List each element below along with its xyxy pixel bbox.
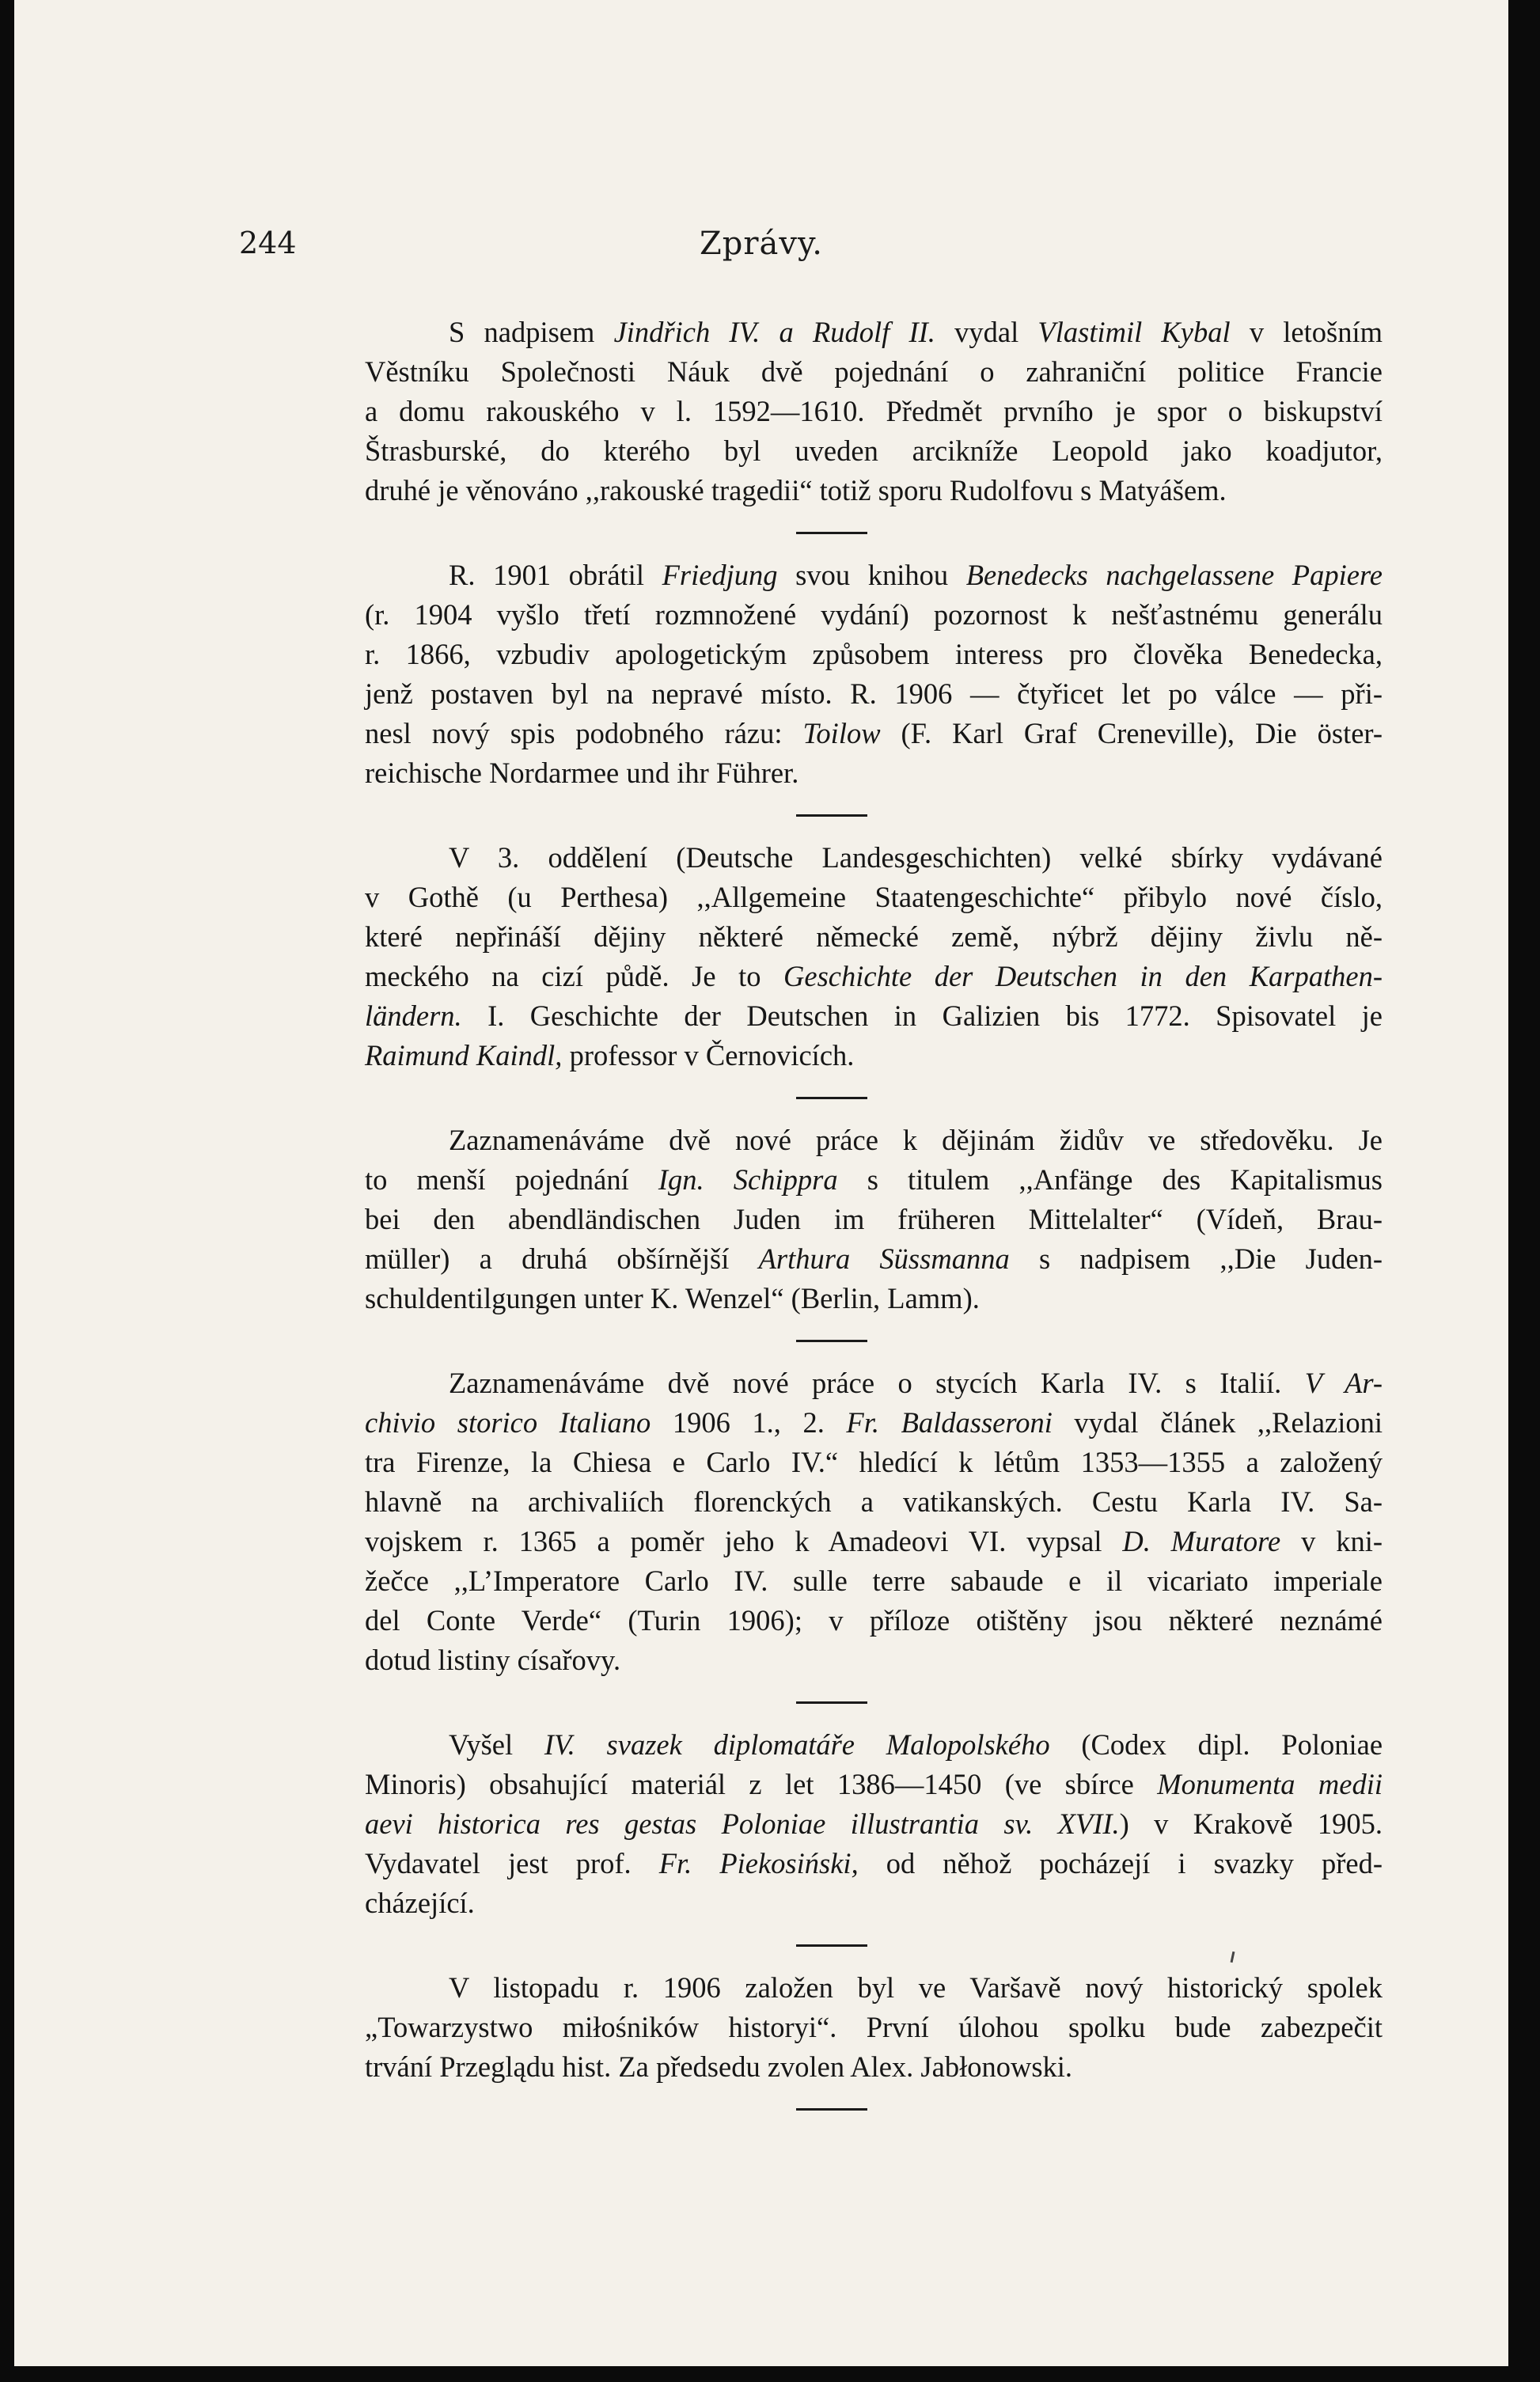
text-run: od něhož pocházejí i svazky před- xyxy=(858,1847,1383,1879)
text-line xyxy=(281,1883,1383,1923)
italic-text: IV. svazek diplomatáře Malopolského xyxy=(544,1728,1050,1761)
text-run: r. 1866, vzbudiv apologetickým způsobem interess pro člověka Benedecka, xyxy=(365,638,1383,670)
text-line xyxy=(281,1804,1383,1844)
text-run: „Towarzystwo miłośników historyi“. První úlohou spolku bude zabezpečit xyxy=(365,2011,1383,2043)
italic-text: Benedecks nachgelassene Papiere xyxy=(965,559,1383,591)
text-line xyxy=(281,1640,1383,1680)
text-line xyxy=(281,635,1383,674)
italic-text: Arthura Süssmanna xyxy=(758,1242,1010,1275)
paragraph xyxy=(281,313,1383,510)
page xyxy=(14,0,1508,2366)
section-separator xyxy=(796,1701,867,1704)
text-line xyxy=(281,1968,1383,2008)
text-run: schuldentilgungen unter K. Wenzel“ (Berlin, Lamm). xyxy=(365,1282,980,1314)
text-line xyxy=(281,1522,1383,1561)
text-run: Zaznamenáváme dvě nové práce o stycích Karla IV. s Italií. xyxy=(449,1367,1305,1399)
text-run: (Codex dipl. Poloniae xyxy=(1049,1728,1383,1761)
text-run: v letošním xyxy=(1230,316,1383,348)
paragraph xyxy=(281,1364,1383,1680)
text-run: v Gothě (u Perthesa) ,,Allgemeine Staatengeschichte“ přibylo nové číslo, xyxy=(365,881,1383,913)
text-run: 1906 1., 2. xyxy=(651,1406,847,1439)
text-run: svou knihou xyxy=(777,559,966,591)
paragraph xyxy=(281,556,1383,793)
text-line xyxy=(281,1443,1383,1482)
section-separator xyxy=(796,2108,867,2111)
text-run: druhé je věnováno ,,rakouské tragedii“ totiž sporu Rudolfovu s Matyášem. xyxy=(365,474,1227,506)
text-line xyxy=(281,471,1383,510)
section-separator xyxy=(796,1944,867,1947)
text-line xyxy=(281,957,1383,996)
text-line xyxy=(281,838,1383,878)
section-separator xyxy=(796,1340,867,1342)
text-run: s titulem ,,Anfänge des Kapitalismus xyxy=(837,1163,1383,1196)
section-separator xyxy=(796,814,867,817)
italic-text: Fr. Piekosiński, xyxy=(658,1847,859,1879)
text-line xyxy=(281,1364,1383,1403)
paragraph xyxy=(281,1725,1383,1923)
italic-text: Jindřich IV. a Rudolf II. xyxy=(613,316,935,348)
italic-text: ländern. xyxy=(365,999,462,1032)
text-line xyxy=(281,878,1383,917)
text-run: trvání Przeglądu hist. Za předsedu zvolen Alex. Jabłonowski. xyxy=(365,2050,1073,2083)
text-line xyxy=(281,1482,1383,1522)
text-line xyxy=(281,1160,1383,1200)
text-line xyxy=(281,714,1383,753)
section-separator xyxy=(796,1097,867,1099)
text-run: žečce ,,L’Imperatore Carlo IV. sulle terre sabaude e il vicariato imperiale xyxy=(365,1565,1383,1597)
section-separator xyxy=(796,532,867,534)
text-run: Zaznamenáváme dvě nové práce k dějinám židův ve středověku. Je xyxy=(449,1124,1383,1156)
italic-text: Friedjung xyxy=(662,559,778,591)
italic-text: Raimund Kaindl, xyxy=(365,1039,563,1072)
page-number: 244 xyxy=(239,226,297,260)
text-body xyxy=(281,313,1383,2132)
text-run: které nepřináší dějiny některé německé země, nýbrž dějiny živlu ně- xyxy=(365,920,1383,953)
text-run: reichische Nordarmee und ihr Führer. xyxy=(365,757,799,789)
text-line xyxy=(281,1765,1383,1804)
text-line xyxy=(281,2008,1383,2047)
text-run: jenž postaven byl na nepravé místo. R. 1906 — čtyřicet let po válce — při- xyxy=(365,677,1383,710)
text-run: V 3. oddělení (Deutsche Landesgeschichten) velké sbírky vydávané xyxy=(449,841,1383,874)
text-run: S nadpisem xyxy=(449,316,614,348)
italic-text: Ign. Schippra xyxy=(658,1163,838,1196)
running-title: Zprávy. xyxy=(700,226,823,262)
text-run: müller) a druhá obšírnější xyxy=(365,1242,759,1275)
text-run: Minoris) obsahující materiál z let 1386—1450 (ve sbírce xyxy=(365,1768,1158,1800)
text-line xyxy=(281,2047,1383,2087)
text-line xyxy=(281,1601,1383,1640)
text-line xyxy=(281,556,1383,595)
italic-text: D. Muratore xyxy=(1122,1525,1281,1557)
text-line xyxy=(281,1239,1383,1279)
text-run: v kni- xyxy=(1280,1525,1383,1557)
text-run: I. Geschichte der Deutschen in Galizien bis 1772. Spisovatel je xyxy=(461,999,1383,1032)
italic-text: Toilow xyxy=(802,717,881,749)
text-line xyxy=(281,352,1383,392)
text-run: vydal xyxy=(935,316,1038,348)
text-line xyxy=(281,1844,1383,1883)
text-line xyxy=(281,1121,1383,1160)
text-line xyxy=(281,917,1383,957)
text-line xyxy=(281,595,1383,635)
italic-text: Geschichte der Deutschen in den Karpathen- xyxy=(783,960,1383,992)
text-run: Vyšel xyxy=(449,1728,544,1761)
text-run: Štrasburské, do kterého byl uveden arcikníže Leopold jako koadjutor, xyxy=(365,434,1383,467)
text-line xyxy=(281,392,1383,431)
italic-text: Monumenta medii xyxy=(1157,1768,1383,1800)
text-run: R. 1901 obrátil xyxy=(449,559,662,591)
text-line xyxy=(281,1725,1383,1765)
text-run: tra Firenze, la Chiesa e Carlo IV.“ hledící k létům 1353—1355 a založený xyxy=(365,1446,1383,1478)
italic-text: chivio storico Italiano xyxy=(365,1406,651,1439)
text-run: (F. Karl Graf Creneville), Die öster- xyxy=(880,717,1383,749)
text-run: ) v Krakově 1905. xyxy=(1119,1807,1383,1840)
paragraph xyxy=(281,1121,1383,1318)
text-run: professor v Černovicích. xyxy=(562,1039,855,1072)
text-run: Vydavatel jest prof. xyxy=(365,1847,659,1879)
text-run: vojskem r. 1365 a poměr jeho k Amadeovi VI. vypsal xyxy=(365,1525,1123,1557)
italic-text: aevi historica res gestas Poloniae illustrantia sv. XVII. xyxy=(365,1807,1120,1840)
paragraph xyxy=(281,1968,1383,2087)
italic-text: Fr. Baldasseroni xyxy=(846,1406,1053,1439)
text-line xyxy=(281,431,1383,471)
text-run: hlavně na archivaliích florenckých a vatikanských. Cestu Karla IV. Sa- xyxy=(365,1485,1383,1518)
text-run: vydal článek ,,Relazioni xyxy=(1052,1406,1383,1439)
text-line xyxy=(281,674,1383,714)
text-run: cházející. xyxy=(365,1887,475,1919)
text-run: a domu rakouského v l. 1592—1610. Předmět prvního je spor o biskupství xyxy=(365,395,1383,427)
paragraph xyxy=(281,838,1383,1075)
text-run: to menší pojednání xyxy=(365,1163,658,1196)
text-run: V listopadu r. 1906 založen byl ve Varšavě nový historický spolek xyxy=(449,1971,1383,2004)
text-run: del Conte Verde“ (Turin 1906); v příloze otištěny jsou některé neznámé xyxy=(365,1604,1383,1637)
text-run: nesl nový spis podobného rázu: xyxy=(365,717,803,749)
text-line xyxy=(281,753,1383,793)
text-line xyxy=(281,1403,1383,1443)
italic-text: Vlastimil Kybal xyxy=(1037,316,1231,348)
text-run: dotud listiny císařovy. xyxy=(365,1644,621,1676)
text-run: Věstníku Společnosti Náuk dvě pojednání o zahraniční politice Francie xyxy=(365,355,1383,388)
text-line xyxy=(281,1279,1383,1318)
text-line xyxy=(281,1036,1383,1075)
italic-text: V Ar- xyxy=(1304,1367,1383,1399)
text-run: s nadpisem ,,Die Juden- xyxy=(1009,1242,1383,1275)
text-line xyxy=(281,996,1383,1036)
text-line xyxy=(281,1200,1383,1239)
text-line xyxy=(281,1561,1383,1601)
text-run: meckého na cizí půdě. Je to xyxy=(365,960,784,992)
text-run: bei den abendländischen Juden im früheren Mittelalter“ (Vídeň, Brau- xyxy=(365,1203,1383,1235)
text-line xyxy=(281,313,1383,352)
page-header xyxy=(14,226,1508,273)
text-run: (r. 1904 vyšlo třetí rozmnožené vydání) pozornost k nešťastnému generálu xyxy=(365,598,1383,631)
